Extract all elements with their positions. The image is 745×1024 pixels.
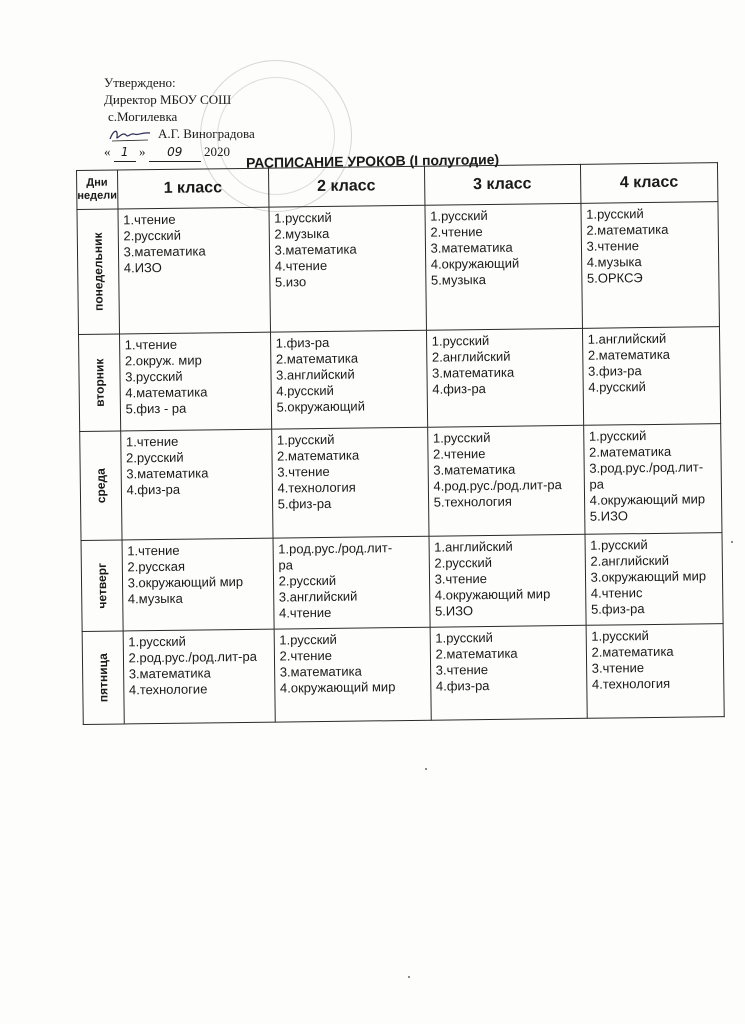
lesson-item: 1.русский: [128, 633, 186, 650]
approval-village: с.Могилевка: [108, 109, 178, 124]
table-row: [82, 624, 724, 725]
lesson-item: 1.русский: [276, 431, 335, 448]
lesson-item: 1.чтение: [125, 433, 179, 450]
lesson-item: 2.математика: [591, 643, 674, 660]
lesson-item: 4.русский: [276, 382, 334, 399]
date-day: 1: [114, 144, 136, 162]
lesson-item: 1.английский: [434, 538, 513, 555]
table-row: [80, 424, 722, 541]
day-cell: [80, 431, 122, 540]
header-class-1: 1 класс: [117, 168, 268, 209]
lesson-item: 3.чтение: [591, 660, 645, 676]
lesson-item: 5.ИЗО: [434, 603, 474, 619]
lesson-item: 3.математика: [433, 461, 516, 478]
lesson-item: 4.технология: [277, 479, 356, 496]
lesson-item: 3.математика: [279, 663, 362, 680]
lesson-item: 4.род.рус./род.лит-ра: [433, 477, 562, 494]
approval-position: Директор МБОУ СОШ: [104, 92, 232, 107]
lesson-cell: [582, 327, 721, 426]
lesson-item: 4.ИЗО: [123, 259, 162, 276]
header-class-2: 2 класс: [268, 166, 424, 207]
lesson-item: 2.русский: [434, 554, 493, 571]
lesson-cell: [270, 330, 427, 429]
day-cell: [81, 540, 123, 631]
lesson-cell: [429, 534, 586, 627]
lesson-item: 2.математика: [589, 443, 672, 460]
lesson-cell: [118, 207, 271, 334]
director-name: А.Г. Виноградова: [158, 126, 255, 141]
scan-speck: [408, 976, 410, 978]
lesson-item: 3.математика: [126, 465, 209, 482]
lesson-item: 4.окружающий мир: [279, 679, 396, 696]
lesson-item: 5.физ-ра: [277, 495, 332, 512]
lesson-cell: [119, 332, 271, 431]
lesson-item: 3.окружающий мир: [127, 573, 244, 591]
lesson-item: 3.чтение: [434, 571, 488, 587]
lesson-item: 1.чтение: [123, 211, 176, 228]
lesson-item: 4.физ-ра: [432, 381, 486, 397]
lesson-item: 1.русский: [591, 628, 649, 644]
date-quote-close: »: [139, 144, 146, 160]
lesson-item: ра: [278, 557, 294, 573]
lesson-item: 4.окружающий: [430, 255, 520, 272]
lesson-item: 4.чтение: [274, 257, 328, 274]
lesson-item: 4.физ-ра: [126, 481, 181, 498]
lesson-item: 1.чтение: [127, 542, 180, 559]
header-days: Дни недели: [77, 170, 118, 209]
lesson-item: 5.ИЗО: [589, 508, 628, 524]
day-label: четверг: [94, 562, 110, 609]
lesson-cell: [583, 424, 722, 535]
day-cell: [77, 209, 119, 334]
lesson-item: 1.английский: [587, 330, 667, 347]
lesson-item: 4.чтенис: [590, 585, 643, 601]
day-cell: [82, 631, 124, 724]
lesson-item: 1.русский: [586, 206, 644, 222]
day-label: пятница: [95, 653, 111, 703]
lesson-item: 4.русский: [588, 379, 646, 395]
lesson-item: 1.русский: [435, 629, 493, 646]
lesson-item: 2.математика: [435, 645, 518, 662]
date-month: 09: [149, 144, 201, 162]
date-quote-open: «: [104, 144, 111, 160]
lesson-item: 5.физ-ра: [590, 601, 645, 617]
lesson-item: 2.музыка: [274, 225, 330, 242]
table-row: [77, 202, 719, 335]
lesson-item: 3.английский: [276, 366, 355, 383]
approval-date: [104, 143, 255, 162]
lesson-item: 1.чтение: [124, 336, 178, 353]
lesson-cell: [271, 427, 428, 538]
lesson-item: 5.изо: [274, 274, 307, 290]
approval-heading: Утверждено:: [104, 75, 176, 90]
lesson-item: 1.русский: [588, 428, 647, 444]
lesson-cell: [427, 425, 584, 536]
approval-block: [104, 74, 255, 162]
lesson-item: 3.математика: [430, 239, 513, 256]
lesson-item: 5.ОРКСЭ: [586, 270, 643, 286]
lesson-cell: [425, 203, 583, 330]
lesson-item: 1.русский: [430, 207, 488, 224]
signature-icon: [108, 127, 152, 143]
lesson-cell: [269, 205, 427, 332]
lesson-item: 1.русский: [590, 537, 648, 553]
lesson-item: 1.русский: [279, 631, 337, 648]
lesson-item: 2.чтение: [433, 446, 486, 462]
lesson-item: 3.чтение: [435, 662, 489, 678]
lesson-item: 3.математика: [123, 243, 206, 260]
day-label: среда: [93, 468, 108, 504]
lesson-item: 1.русский: [432, 429, 491, 446]
lesson-item: 2.русский: [126, 449, 184, 466]
scan-speck: [731, 541, 733, 543]
lesson-item: 5.технология: [433, 493, 513, 510]
lesson-item: 4.технологие: [128, 681, 208, 698]
lesson-item: 2.математика: [275, 350, 359, 367]
lesson-item: 3.род.рус./род.лит-: [589, 459, 704, 476]
lesson-item: 3.русский: [125, 368, 183, 385]
lesson-cell: [120, 429, 272, 540]
lesson-item: 4.технология: [591, 675, 671, 692]
lesson-item: 1.род.рус./род.лит-: [278, 540, 393, 557]
lesson-cell: [274, 627, 431, 722]
lesson-item: 4.музыка: [586, 254, 642, 270]
header-class-3: 3 класс: [424, 164, 580, 205]
lesson-item: 4.физ-ра: [435, 677, 490, 694]
approval-signature-line: [104, 125, 255, 143]
lesson-cell: [273, 536, 430, 629]
lesson-item: 2.математика: [586, 221, 669, 238]
lesson-item: 2.математика: [587, 346, 671, 363]
lesson-cell: [123, 629, 275, 724]
lesson-cell: [122, 538, 274, 631]
lesson-item: 2.английский: [431, 348, 511, 365]
date-year: 2020: [204, 144, 230, 160]
lesson-item: 4.математика: [125, 384, 208, 401]
lesson-item: 3.чтение: [277, 463, 330, 480]
lesson-item: 2.чтение: [430, 224, 483, 240]
lesson-item: 1.физ-ра: [275, 334, 330, 351]
lesson-item: 2.род.рус./род.лит-ра: [128, 648, 257, 666]
lesson-cell: [581, 202, 720, 329]
lesson-item: 5.окружающий: [276, 398, 365, 415]
lesson-item: 4.чтение: [278, 604, 332, 621]
lesson-item: 3.чтение: [586, 238, 639, 254]
lesson-item: 2.окруж. мир: [124, 352, 202, 369]
lesson-cell: [586, 624, 725, 719]
schedule-table: [76, 162, 725, 725]
lesson-item: 1.русский: [274, 209, 332, 226]
lesson-item: 2.русский: [123, 227, 182, 244]
lesson-item: 3.математика: [274, 241, 357, 258]
lesson-item: 3.окружающий мир: [590, 568, 707, 585]
lesson-item: 2.чтение: [279, 647, 332, 664]
day-label: вторник: [92, 358, 107, 407]
lesson-item: 3.английский: [278, 588, 358, 605]
lesson-item: 2.русский: [278, 572, 337, 589]
page-title: РАСПИСАНИЕ УРОКОВ (I полугодие): [245, 151, 500, 171]
lesson-item: 3.математика: [432, 364, 515, 381]
lesson-cell: [585, 533, 723, 626]
lesson-item: 5.физ - ра: [125, 400, 187, 417]
lesson-item: ра: [589, 476, 605, 492]
lesson-item: 2.математика: [277, 447, 360, 464]
lesson-item: 1.русский: [431, 332, 490, 349]
lesson-item: 3.математика: [128, 665, 211, 682]
lesson-item: 2.русская: [127, 558, 186, 575]
lesson-item: 2.английский: [590, 552, 670, 569]
lesson-cell: [426, 328, 583, 427]
lesson-item: 5.музыка: [430, 272, 487, 288]
day-cell: [79, 334, 121, 431]
lesson-item: 3.физ-ра: [588, 363, 642, 379]
lesson-item: 4.окружающий мир: [434, 586, 551, 603]
table-row: [81, 533, 723, 632]
table-row: [79, 327, 721, 432]
lesson-cell: [430, 625, 587, 720]
scan-speck: [425, 768, 427, 770]
lesson-item: 4.окружающий мир: [589, 491, 706, 508]
lesson-item: 4.музыка: [127, 590, 183, 607]
header-class-4: 4 класс: [580, 163, 718, 204]
day-label: понедельник: [90, 232, 106, 312]
